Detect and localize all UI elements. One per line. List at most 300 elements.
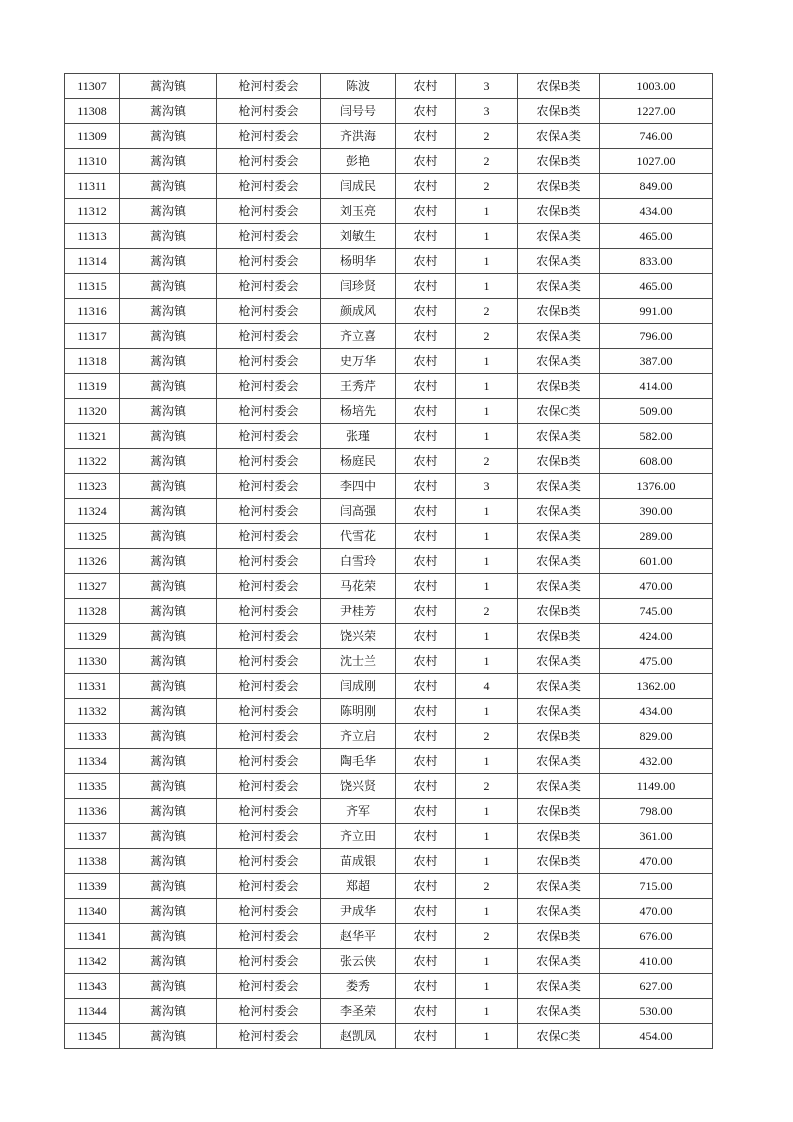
cell-village-committee: 枪河村委会 bbox=[217, 74, 321, 99]
table-row bbox=[65, 574, 713, 599]
cell-town: 蒿沟镇 bbox=[120, 574, 217, 599]
table-row bbox=[65, 674, 713, 699]
cell-residence-type: 农村 bbox=[396, 874, 456, 899]
cell-insurance-category: 农保A类 bbox=[518, 224, 600, 249]
cell-amount: 1027.00 bbox=[600, 149, 713, 174]
cell-person-count: 1 bbox=[456, 399, 518, 424]
cell-amount: 434.00 bbox=[600, 199, 713, 224]
table-row bbox=[65, 999, 713, 1024]
cell-record-id: 11318 bbox=[65, 349, 120, 374]
cell-record-id: 11312 bbox=[65, 199, 120, 224]
cell-village-committee: 枪河村委会 bbox=[217, 99, 321, 124]
cell-village-committee: 枪河村委会 bbox=[217, 474, 321, 499]
cell-amount: 410.00 bbox=[600, 949, 713, 974]
cell-amount: 424.00 bbox=[600, 624, 713, 649]
cell-person-count: 1 bbox=[456, 849, 518, 874]
cell-person-name: 尹桂芳 bbox=[321, 599, 396, 624]
cell-village-committee: 枪河村委会 bbox=[217, 949, 321, 974]
cell-person-name: 彭艳 bbox=[321, 149, 396, 174]
cell-insurance-category: 农保B类 bbox=[518, 74, 600, 99]
cell-village-committee: 枪河村委会 bbox=[217, 549, 321, 574]
cell-person-name: 刘玉亮 bbox=[321, 199, 396, 224]
cell-residence-type: 农村 bbox=[396, 749, 456, 774]
cell-amount: 1376.00 bbox=[600, 474, 713, 499]
table-row bbox=[65, 149, 713, 174]
cell-insurance-category: 农保B类 bbox=[518, 374, 600, 399]
cell-amount: 833.00 bbox=[600, 249, 713, 274]
table-row bbox=[65, 124, 713, 149]
cell-amount: 676.00 bbox=[600, 924, 713, 949]
cell-residence-type: 农村 bbox=[396, 899, 456, 924]
cell-insurance-category: 农保B类 bbox=[518, 174, 600, 199]
cell-residence-type: 农村 bbox=[396, 624, 456, 649]
cell-town: 蒿沟镇 bbox=[120, 549, 217, 574]
cell-town: 蒿沟镇 bbox=[120, 749, 217, 774]
cell-person-name: 李圣荣 bbox=[321, 999, 396, 1024]
pension-table-body bbox=[65, 74, 713, 1049]
cell-person-name: 杨培先 bbox=[321, 399, 396, 424]
cell-insurance-category: 农保C类 bbox=[518, 1024, 600, 1049]
cell-insurance-category: 农保B类 bbox=[518, 299, 600, 324]
cell-village-committee: 枪河村委会 bbox=[217, 899, 321, 924]
cell-person-name: 赵华平 bbox=[321, 924, 396, 949]
table-row bbox=[65, 849, 713, 874]
cell-record-id: 11325 bbox=[65, 524, 120, 549]
table-row bbox=[65, 624, 713, 649]
cell-insurance-category: 农保A类 bbox=[518, 774, 600, 799]
cell-record-id: 11340 bbox=[65, 899, 120, 924]
cell-village-committee: 枪河村委会 bbox=[217, 499, 321, 524]
table-row bbox=[65, 324, 713, 349]
cell-amount: 454.00 bbox=[600, 1024, 713, 1049]
cell-insurance-category: 农保A类 bbox=[518, 474, 600, 499]
cell-town: 蒿沟镇 bbox=[120, 899, 217, 924]
cell-town: 蒿沟镇 bbox=[120, 924, 217, 949]
cell-person-count: 1 bbox=[456, 224, 518, 249]
cell-town: 蒿沟镇 bbox=[120, 299, 217, 324]
cell-insurance-category: 农保B类 bbox=[518, 724, 600, 749]
cell-record-id: 11342 bbox=[65, 949, 120, 974]
cell-person-count: 2 bbox=[456, 774, 518, 799]
cell-person-count: 1 bbox=[456, 974, 518, 999]
cell-village-committee: 枪河村委会 bbox=[217, 924, 321, 949]
cell-record-id: 11324 bbox=[65, 499, 120, 524]
table-row bbox=[65, 399, 713, 424]
cell-amount: 470.00 bbox=[600, 899, 713, 924]
cell-insurance-category: 农保B类 bbox=[518, 449, 600, 474]
table-row bbox=[65, 749, 713, 774]
cell-residence-type: 农村 bbox=[396, 424, 456, 449]
cell-village-committee: 枪河村委会 bbox=[217, 299, 321, 324]
cell-record-id: 11341 bbox=[65, 924, 120, 949]
table-row bbox=[65, 199, 713, 224]
cell-village-committee: 枪河村委会 bbox=[217, 449, 321, 474]
cell-person-name: 饶兴贤 bbox=[321, 774, 396, 799]
cell-town: 蒿沟镇 bbox=[120, 449, 217, 474]
cell-record-id: 11345 bbox=[65, 1024, 120, 1049]
cell-amount: 509.00 bbox=[600, 399, 713, 424]
cell-village-committee: 枪河村委会 bbox=[217, 524, 321, 549]
cell-residence-type: 农村 bbox=[396, 349, 456, 374]
cell-person-count: 2 bbox=[456, 599, 518, 624]
cell-amount: 289.00 bbox=[600, 524, 713, 549]
cell-record-id: 11308 bbox=[65, 99, 120, 124]
cell-residence-type: 农村 bbox=[396, 924, 456, 949]
cell-residence-type: 农村 bbox=[396, 299, 456, 324]
cell-village-committee: 枪河村委会 bbox=[217, 199, 321, 224]
cell-person-name: 刘敏生 bbox=[321, 224, 396, 249]
cell-residence-type: 农村 bbox=[396, 674, 456, 699]
cell-person-name: 闫成民 bbox=[321, 174, 396, 199]
cell-village-committee: 枪河村委会 bbox=[217, 599, 321, 624]
cell-residence-type: 农村 bbox=[396, 849, 456, 874]
cell-residence-type: 农村 bbox=[396, 574, 456, 599]
cell-person-count: 2 bbox=[456, 924, 518, 949]
cell-residence-type: 农村 bbox=[396, 699, 456, 724]
cell-insurance-category: 农保A类 bbox=[518, 749, 600, 774]
cell-insurance-category: 农保A类 bbox=[518, 549, 600, 574]
cell-residence-type: 农村 bbox=[396, 449, 456, 474]
table-row bbox=[65, 224, 713, 249]
cell-person-count: 1 bbox=[456, 649, 518, 674]
cell-person-name: 饶兴荣 bbox=[321, 624, 396, 649]
cell-amount: 465.00 bbox=[600, 274, 713, 299]
cell-residence-type: 农村 bbox=[396, 149, 456, 174]
table-row bbox=[65, 699, 713, 724]
cell-person-count: 2 bbox=[456, 874, 518, 899]
cell-insurance-category: 农保A类 bbox=[518, 649, 600, 674]
cell-amount: 798.00 bbox=[600, 799, 713, 824]
table-row bbox=[65, 424, 713, 449]
cell-amount: 475.00 bbox=[600, 649, 713, 674]
cell-amount: 387.00 bbox=[600, 349, 713, 374]
cell-person-count: 1 bbox=[456, 349, 518, 374]
cell-insurance-category: 农保A类 bbox=[518, 324, 600, 349]
cell-person-name: 娄秀 bbox=[321, 974, 396, 999]
cell-town: 蒿沟镇 bbox=[120, 649, 217, 674]
cell-person-count: 2 bbox=[456, 124, 518, 149]
cell-person-name: 张云侠 bbox=[321, 949, 396, 974]
cell-person-name: 杨庭民 bbox=[321, 449, 396, 474]
cell-village-committee: 枪河村委会 bbox=[217, 124, 321, 149]
cell-record-id: 11314 bbox=[65, 249, 120, 274]
cell-insurance-category: 农保A类 bbox=[518, 274, 600, 299]
cell-residence-type: 农村 bbox=[396, 474, 456, 499]
cell-person-count: 1 bbox=[456, 699, 518, 724]
cell-insurance-category: 农保B类 bbox=[518, 99, 600, 124]
cell-amount: 849.00 bbox=[600, 174, 713, 199]
cell-insurance-category: 农保C类 bbox=[518, 399, 600, 424]
table-row bbox=[65, 924, 713, 949]
cell-record-id: 11313 bbox=[65, 224, 120, 249]
cell-record-id: 11311 bbox=[65, 174, 120, 199]
cell-town: 蒿沟镇 bbox=[120, 874, 217, 899]
cell-person-count: 2 bbox=[456, 449, 518, 474]
cell-residence-type: 农村 bbox=[396, 974, 456, 999]
cell-record-id: 11327 bbox=[65, 574, 120, 599]
cell-town: 蒿沟镇 bbox=[120, 1024, 217, 1049]
cell-person-count: 1 bbox=[456, 824, 518, 849]
cell-town: 蒿沟镇 bbox=[120, 974, 217, 999]
cell-person-name: 苗成银 bbox=[321, 849, 396, 874]
cell-person-name: 沈士兰 bbox=[321, 649, 396, 674]
cell-residence-type: 农村 bbox=[396, 399, 456, 424]
cell-insurance-category: 农保A类 bbox=[518, 899, 600, 924]
cell-person-name: 陈明刚 bbox=[321, 699, 396, 724]
cell-person-count: 1 bbox=[456, 374, 518, 399]
cell-person-count: 1 bbox=[456, 499, 518, 524]
cell-person-count: 1 bbox=[456, 799, 518, 824]
cell-amount: 1149.00 bbox=[600, 774, 713, 799]
cell-residence-type: 农村 bbox=[396, 99, 456, 124]
cell-insurance-category: 农保A类 bbox=[518, 524, 600, 549]
cell-person-name: 颜成风 bbox=[321, 299, 396, 324]
cell-record-id: 11335 bbox=[65, 774, 120, 799]
table-row bbox=[65, 974, 713, 999]
cell-person-name: 代雪花 bbox=[321, 524, 396, 549]
cell-residence-type: 农村 bbox=[396, 249, 456, 274]
cell-insurance-category: 农保A类 bbox=[518, 499, 600, 524]
table-row bbox=[65, 799, 713, 824]
cell-person-name: 史万华 bbox=[321, 349, 396, 374]
cell-amount: 465.00 bbox=[600, 224, 713, 249]
cell-insurance-category: 农保B类 bbox=[518, 199, 600, 224]
cell-person-count: 2 bbox=[456, 149, 518, 174]
cell-village-committee: 枪河村委会 bbox=[217, 824, 321, 849]
table-row bbox=[65, 274, 713, 299]
table-row bbox=[65, 1024, 713, 1049]
table-row bbox=[65, 349, 713, 374]
table-row bbox=[65, 249, 713, 274]
cell-person-name: 张瑾 bbox=[321, 424, 396, 449]
cell-person-count: 1 bbox=[456, 574, 518, 599]
cell-amount: 1362.00 bbox=[600, 674, 713, 699]
cell-record-id: 11343 bbox=[65, 974, 120, 999]
cell-person-name: 闫珍贤 bbox=[321, 274, 396, 299]
cell-person-count: 1 bbox=[456, 249, 518, 274]
cell-person-name: 闫成刚 bbox=[321, 674, 396, 699]
cell-town: 蒿沟镇 bbox=[120, 424, 217, 449]
cell-person-name: 齐立启 bbox=[321, 724, 396, 749]
cell-residence-type: 农村 bbox=[396, 499, 456, 524]
cell-record-id: 11319 bbox=[65, 374, 120, 399]
table-row bbox=[65, 74, 713, 99]
cell-residence-type: 农村 bbox=[396, 199, 456, 224]
table-row bbox=[65, 499, 713, 524]
cell-residence-type: 农村 bbox=[396, 649, 456, 674]
cell-residence-type: 农村 bbox=[396, 774, 456, 799]
cell-amount: 829.00 bbox=[600, 724, 713, 749]
cell-residence-type: 农村 bbox=[396, 524, 456, 549]
cell-amount: 414.00 bbox=[600, 374, 713, 399]
cell-person-count: 1 bbox=[456, 199, 518, 224]
cell-insurance-category: 农保B类 bbox=[518, 924, 600, 949]
cell-town: 蒿沟镇 bbox=[120, 74, 217, 99]
cell-town: 蒿沟镇 bbox=[120, 699, 217, 724]
cell-residence-type: 农村 bbox=[396, 999, 456, 1024]
cell-person-name: 齐军 bbox=[321, 799, 396, 824]
cell-town: 蒿沟镇 bbox=[120, 474, 217, 499]
cell-village-committee: 枪河村委会 bbox=[217, 349, 321, 374]
cell-person-count: 1 bbox=[456, 749, 518, 774]
cell-residence-type: 农村 bbox=[396, 274, 456, 299]
cell-town: 蒿沟镇 bbox=[120, 624, 217, 649]
cell-residence-type: 农村 bbox=[396, 224, 456, 249]
cell-record-id: 11344 bbox=[65, 999, 120, 1024]
cell-town: 蒿沟镇 bbox=[120, 324, 217, 349]
cell-person-name: 齐立喜 bbox=[321, 324, 396, 349]
cell-town: 蒿沟镇 bbox=[120, 224, 217, 249]
cell-residence-type: 农村 bbox=[396, 724, 456, 749]
cell-person-count: 3 bbox=[456, 74, 518, 99]
cell-person-name: 齐洪海 bbox=[321, 124, 396, 149]
cell-record-id: 11320 bbox=[65, 399, 120, 424]
cell-residence-type: 农村 bbox=[396, 124, 456, 149]
cell-amount: 470.00 bbox=[600, 574, 713, 599]
cell-person-count: 2 bbox=[456, 299, 518, 324]
cell-person-name: 李四中 bbox=[321, 474, 396, 499]
table-row bbox=[65, 874, 713, 899]
cell-person-count: 2 bbox=[456, 174, 518, 199]
cell-village-committee: 枪河村委会 bbox=[217, 749, 321, 774]
cell-village-committee: 枪河村委会 bbox=[217, 724, 321, 749]
cell-town: 蒿沟镇 bbox=[120, 849, 217, 874]
cell-person-name: 闫高强 bbox=[321, 499, 396, 524]
cell-record-id: 11322 bbox=[65, 449, 120, 474]
cell-town: 蒿沟镇 bbox=[120, 824, 217, 849]
cell-person-count: 1 bbox=[456, 949, 518, 974]
cell-record-id: 11333 bbox=[65, 724, 120, 749]
cell-person-count: 3 bbox=[456, 474, 518, 499]
cell-town: 蒿沟镇 bbox=[120, 724, 217, 749]
cell-village-committee: 枪河村委会 bbox=[217, 149, 321, 174]
table-row bbox=[65, 174, 713, 199]
cell-village-committee: 枪河村委会 bbox=[217, 324, 321, 349]
cell-village-committee: 枪河村委会 bbox=[217, 799, 321, 824]
cell-person-count: 2 bbox=[456, 324, 518, 349]
cell-town: 蒿沟镇 bbox=[120, 499, 217, 524]
cell-amount: 390.00 bbox=[600, 499, 713, 524]
cell-residence-type: 农村 bbox=[396, 324, 456, 349]
table-row bbox=[65, 774, 713, 799]
cell-village-committee: 枪河村委会 bbox=[217, 574, 321, 599]
cell-person-name: 陈波 bbox=[321, 74, 396, 99]
cell-town: 蒿沟镇 bbox=[120, 124, 217, 149]
cell-insurance-category: 农保A类 bbox=[518, 349, 600, 374]
cell-amount: 991.00 bbox=[600, 299, 713, 324]
table-row bbox=[65, 724, 713, 749]
cell-village-committee: 枪河村委会 bbox=[217, 174, 321, 199]
cell-amount: 745.00 bbox=[600, 599, 713, 624]
cell-village-committee: 枪河村委会 bbox=[217, 999, 321, 1024]
cell-insurance-category: 农保B类 bbox=[518, 624, 600, 649]
cell-record-id: 11331 bbox=[65, 674, 120, 699]
cell-village-committee: 枪河村委会 bbox=[217, 274, 321, 299]
cell-village-committee: 枪河村委会 bbox=[217, 774, 321, 799]
cell-insurance-category: 农保A类 bbox=[518, 424, 600, 449]
cell-record-id: 11321 bbox=[65, 424, 120, 449]
cell-record-id: 11316 bbox=[65, 299, 120, 324]
cell-village-committee: 枪河村委会 bbox=[217, 674, 321, 699]
cell-town: 蒿沟镇 bbox=[120, 99, 217, 124]
cell-amount: 746.00 bbox=[600, 124, 713, 149]
cell-person-count: 1 bbox=[456, 999, 518, 1024]
cell-village-committee: 枪河村委会 bbox=[217, 224, 321, 249]
cell-insurance-category: 农保B类 bbox=[518, 149, 600, 174]
table-row bbox=[65, 524, 713, 549]
cell-person-count: 1 bbox=[456, 524, 518, 549]
cell-person-count: 1 bbox=[456, 424, 518, 449]
cell-town: 蒿沟镇 bbox=[120, 799, 217, 824]
cell-amount: 434.00 bbox=[600, 699, 713, 724]
cell-person-count: 4 bbox=[456, 674, 518, 699]
cell-amount: 1227.00 bbox=[600, 99, 713, 124]
cell-record-id: 11326 bbox=[65, 549, 120, 574]
cell-record-id: 11339 bbox=[65, 874, 120, 899]
cell-town: 蒿沟镇 bbox=[120, 199, 217, 224]
table-row bbox=[65, 449, 713, 474]
cell-residence-type: 农村 bbox=[396, 1024, 456, 1049]
cell-amount: 601.00 bbox=[600, 549, 713, 574]
cell-person-count: 1 bbox=[456, 1024, 518, 1049]
cell-insurance-category: 农保B类 bbox=[518, 824, 600, 849]
cell-amount: 582.00 bbox=[600, 424, 713, 449]
cell-residence-type: 农村 bbox=[396, 174, 456, 199]
cell-person-name: 闫号号 bbox=[321, 99, 396, 124]
cell-town: 蒿沟镇 bbox=[120, 349, 217, 374]
cell-person-count: 3 bbox=[456, 99, 518, 124]
cell-amount: 715.00 bbox=[600, 874, 713, 899]
cell-village-committee: 枪河村委会 bbox=[217, 424, 321, 449]
cell-insurance-category: 农保A类 bbox=[518, 674, 600, 699]
cell-town: 蒿沟镇 bbox=[120, 774, 217, 799]
table-row bbox=[65, 899, 713, 924]
cell-village-committee: 枪河村委会 bbox=[217, 624, 321, 649]
pension-table bbox=[64, 73, 713, 1049]
cell-insurance-category: 农保B类 bbox=[518, 799, 600, 824]
cell-record-id: 11310 bbox=[65, 149, 120, 174]
cell-residence-type: 农村 bbox=[396, 74, 456, 99]
cell-residence-type: 农村 bbox=[396, 599, 456, 624]
cell-insurance-category: 农保A类 bbox=[518, 874, 600, 899]
table-row bbox=[65, 549, 713, 574]
cell-village-committee: 枪河村委会 bbox=[217, 399, 321, 424]
cell-residence-type: 农村 bbox=[396, 549, 456, 574]
cell-person-name: 尹成华 bbox=[321, 899, 396, 924]
table-row bbox=[65, 99, 713, 124]
cell-person-name: 杨明华 bbox=[321, 249, 396, 274]
cell-insurance-category: 农保A类 bbox=[518, 999, 600, 1024]
cell-insurance-category: 农保A类 bbox=[518, 574, 600, 599]
cell-residence-type: 农村 bbox=[396, 374, 456, 399]
cell-town: 蒿沟镇 bbox=[120, 274, 217, 299]
cell-person-name: 赵凯凤 bbox=[321, 1024, 396, 1049]
cell-village-committee: 枪河村委会 bbox=[217, 374, 321, 399]
cell-amount: 432.00 bbox=[600, 749, 713, 774]
cell-town: 蒿沟镇 bbox=[120, 999, 217, 1024]
cell-village-committee: 枪河村委会 bbox=[217, 249, 321, 274]
cell-person-name: 陶毛华 bbox=[321, 749, 396, 774]
cell-person-name: 齐立田 bbox=[321, 824, 396, 849]
cell-record-id: 11338 bbox=[65, 849, 120, 874]
cell-person-count: 1 bbox=[456, 274, 518, 299]
cell-record-id: 11328 bbox=[65, 599, 120, 624]
table-row bbox=[65, 599, 713, 624]
cell-amount: 530.00 bbox=[600, 999, 713, 1024]
cell-insurance-category: 农保A类 bbox=[518, 974, 600, 999]
cell-village-committee: 枪河村委会 bbox=[217, 974, 321, 999]
cell-amount: 627.00 bbox=[600, 974, 713, 999]
